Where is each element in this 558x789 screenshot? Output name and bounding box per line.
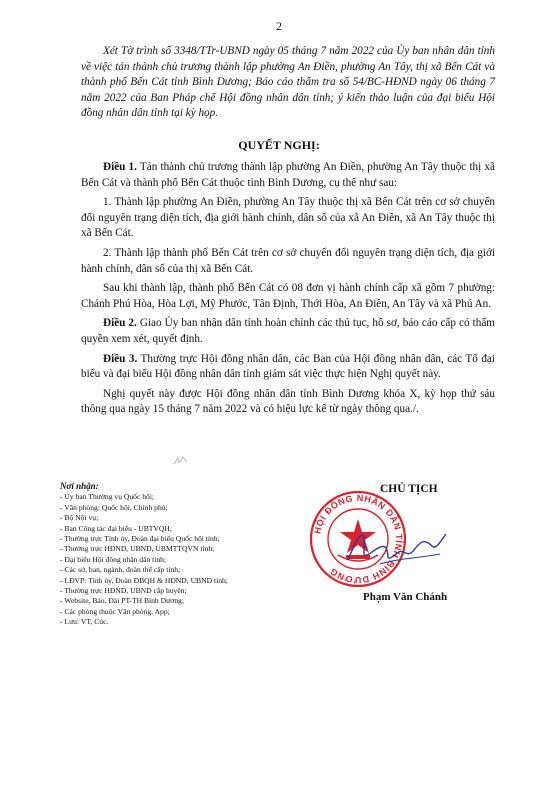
recipient-item: - Thường trực HĐND, UBND cấp huyện; xyxy=(60,586,187,596)
article-3-label: Điều 3. xyxy=(103,352,138,365)
article-1-label: Điều 1. xyxy=(103,161,137,173)
article-2 xyxy=(81,316,495,347)
article-1-item-3: Sau khi thành lập, thành phố Bến Cát có 08 đơn vị hành chính cấp xã gồm 7 phường: Chánh Phú Hòa, Hòa Lợi, Mỹ Phước, Tân Định, Thới Hòa, An Điền, An Tây và xã Phú An. xyxy=(81,282,495,310)
article-3 xyxy=(81,352,495,383)
articles xyxy=(81,160,495,418)
article-1 xyxy=(81,160,495,191)
recipient-item: - Đại biểu Hội đồng nhân dân tỉnh; xyxy=(60,554,167,564)
signer-name: Phạm Văn Chánh xyxy=(363,591,448,603)
handwritten-mark-icon xyxy=(173,456,189,466)
recipient-item: - Bộ Nội vụ; xyxy=(60,513,99,523)
recipient-item: - Ủy ban Thường vụ Quốc hội; xyxy=(60,492,155,502)
recipient-item: - Thường trực Tỉnh ủy, Đoàn đại biểu Quốc hội tỉnh; xyxy=(60,534,220,544)
recipient-item: - LĐVP: Tỉnh ủy, Đoàn ĐBQH & HĐND, UBND tỉnh; xyxy=(60,575,228,585)
recipient-item: - Các sở, ban, ngành, đoàn thể cấp tỉnh; xyxy=(60,565,181,575)
article-2-text: Giao Ủy ban nhân dân tỉnh hoàn chỉnh các thủ tục, hồ sơ, báo cáo cấp có thẩm quyền xem xét, quyết định. xyxy=(81,317,495,345)
recipient-item: - Thường trực HĐND, UBND, UBMTTQVN tỉnh; xyxy=(60,544,215,554)
recipients-title: Nơi nhận: xyxy=(60,481,99,491)
recipients-block xyxy=(60,481,310,628)
signature-icon xyxy=(340,520,450,575)
article-2-label: Điều 2. xyxy=(103,317,137,330)
article-3-text: Thường trực Hội đồng nhân dân, các Ban của Hội đồng nhân dân, các Tổ đại biểu và đại biểu Hội đồng nhân dân tỉnh giám sát việc thực hiện Nghị quyết này. xyxy=(81,352,496,381)
seal-text: HỘI ĐỒNG NHÂN DÂN TỈNH BÌNH DƯƠNG xyxy=(312,492,405,586)
preamble xyxy=(81,44,495,122)
recipient-item: - Website, Báo, Đài PT-TH Bình Dương; xyxy=(60,596,184,606)
signer-title: CHỦ TỊCH xyxy=(380,483,438,495)
page-number: 2 xyxy=(276,19,282,33)
preamble-paragraph: Xét Tờ trình số 3348/TTr-UBND ngày 05 tháng 7 năm 2022 của Ủy ban nhân dân tỉnh về việc tán thành chủ trương thành lập phường An Điền, phường An Tây, thị xã Bến Cát và thành phố Bến Cát tỉnh Bình Dương; Báo cáo thẩm tra số 54/BC-HĐND ngày 06 tháng 7 năm 2022 của Ban Pháp chế Hội đồng nhân dân tỉnh; ý kiến thảo luận của đại biểu Hội đồng nhân dân tỉnh tại kỳ họp. xyxy=(81,45,495,120)
recipient-item: - Ban Công tác đại biểu - UBTVQH; xyxy=(60,523,172,533)
closing-paragraph: Nghị quyết này được Hội đồng nhân dân tỉnh Bình Dương khóa X, kỳ họp thứ sáu thông qua ngày 15 tháng 7 năm 2022 và có hiệu lực kể từ ngày thông qua./. xyxy=(81,387,495,416)
resolution-heading: QUYẾT NGHỊ: xyxy=(238,138,320,152)
article-1-item-2: 2. Thành lập thành phố Bến Cát trên cơ sở chuyển đổi nguyên trạng diện tích, địa giới hành chính, dân số của thị xã Bến Cát. xyxy=(81,246,495,275)
recipient-item: - Các phòng thuộc Văn phòng, App; xyxy=(60,606,170,616)
recipient-item: - Lưu: VT, Cúc. xyxy=(60,617,109,627)
article-1-item-1: 1. Thành lập phường An Điền, phường An Tây thuộc thị xã Bến Cát trên cơ sở chuyển đổi nguyên trạng diện tích, địa giới hành chính, dân số của xã An Điền, xã An Tây thuộc thị xã Bến Cát. xyxy=(81,196,495,240)
recipient-item: - Văn phòng: Quốc hội, Chính phủ; xyxy=(60,502,168,512)
article-1-text: Tán thành chủ trương thành lập phường An Điền, phường An Tây thuộc thị xã Bến Cát và thành phố Bến Cát thuộc tỉnh Bình Dương, cụ thể như sau: xyxy=(81,161,495,189)
